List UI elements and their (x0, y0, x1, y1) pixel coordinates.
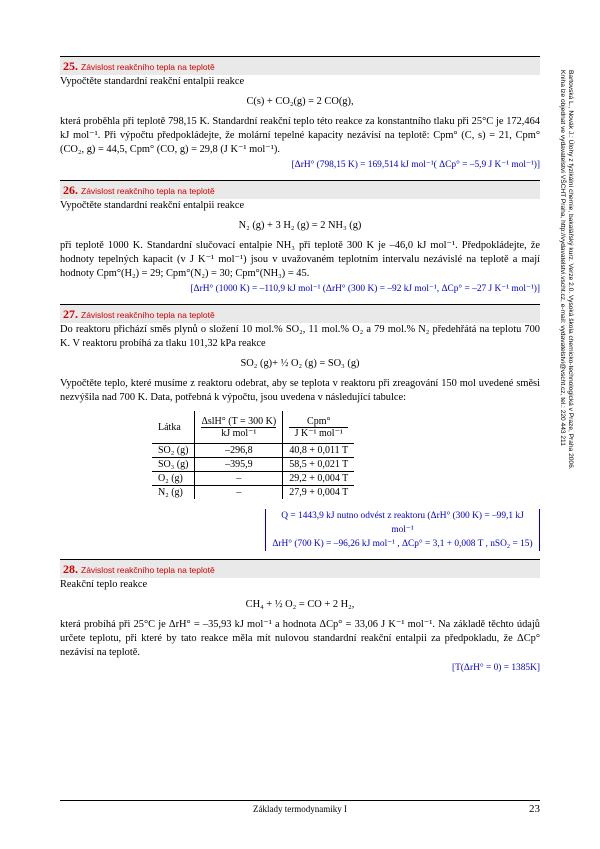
problem-header (60, 57, 540, 75)
problem-topic: Závislost reakčního tepla na teplotě (81, 186, 215, 196)
problem-number: 25. (63, 59, 78, 73)
problem-answer: [ΔrH° (1000 K) = –110,9 kJ mol⁻¹ (ΔrH° (300 K) = –92 kJ mol⁻¹, ΔCp° = –27 J K⁻¹ mol⁻¹)] (190, 284, 540, 294)
problem-number: 26. (63, 183, 78, 197)
page-number: 23 (529, 803, 540, 815)
table-row (152, 444, 354, 458)
side-credits-text (558, 70, 574, 590)
reaction-equation: N₂ (g) + 3 H₂ (g) = 2 NH₃ (g) (238, 220, 362, 231)
problem-intro: Reakční teplo reakce (60, 579, 148, 590)
table-cell: – (195, 486, 283, 500)
table-header-dh-unit: kJ mol⁻¹ (221, 427, 257, 439)
table-row (152, 472, 354, 486)
table-header-cp-unit: J K⁻¹ mol⁻¹ (294, 427, 343, 439)
reaction-equation: CH₄ + ½ O₂ = CO + 2 H₂, (245, 599, 355, 610)
table-header-latka: Látka (158, 421, 181, 433)
footer-title: Základy termodynamiky I (253, 804, 347, 814)
table-cell: SO₂ (g) (152, 444, 195, 458)
table-cell: 58,5 + 0,021 T (283, 458, 355, 472)
problem-text: Vypočtěte teplo, které musíme z reaktoru odebrat, aby se teplota v reaktoru při zreagování 150 mol uvedené směsi nezvýšila nad 700 K. Data, potřebná k výpočtu, jsou uvedena v následující tabulce: (60, 378, 540, 403)
problem-text: při teplotě 1000 K. Standardní slučovací entalpie NH₃ při teplotě 300 K je –46,0 kJ mol⁻¹. Předpokládejte, že hodnoty tepelných kapacit (v J K⁻¹ mol⁻¹) jsou v uvažovaném teplotním intervalu nezávislé na teplotě a mají hodnoty Cpm°(H₂) = 29; Cpm°(N₂) = 30; Cpm°(NH₃) = 45. (60, 240, 540, 279)
problem-27 (60, 304, 540, 551)
problem-intro: Vypočtěte standardní reakční entalpii reakce (60, 200, 245, 211)
problem-intro: Do reaktoru přichází směs plynů o složení 10 mol.% SO₂, 11 mol.% O₂ a 79 mol.% N₂ předehřátá na teplotu 700 K. V reaktoru probíhá za tlaku 101,32 kPa reakce (60, 324, 540, 349)
problem-26 (60, 180, 540, 296)
problem-topic: Závislost reakčního tepla na teplotě (81, 565, 215, 575)
table-cell: N₂ (g) (152, 486, 195, 500)
reaction-equation: C(s) + CO₂(g) = 2 CO(g), (246, 96, 354, 107)
table-cell: O₂ (g) (152, 472, 195, 486)
table-cell: 27,9 + 0,004 T (283, 486, 355, 500)
problem-28 (60, 559, 540, 675)
side-credits (559, 70, 576, 590)
problem-text: která proběhla při teplotě 798,15 K. Standardní reakční teplo této reakce za konstantního tlaku při 25°C je 172,464 kJ mol⁻¹. Při výpočtu předpokládejte, že molární tepelné kapacity nezávisí na teplotě: Cpm° (C, s) = 21, Cpm° (CO₂, g) = 44,5, Cpm° (CO, g) = 29,8 (J K⁻¹ mol⁻¹). (60, 116, 540, 155)
reaction-equation: SO₂ (g)+ ½ O₂ (g) = SO₃ (g) (240, 358, 360, 369)
problem-header (60, 560, 540, 578)
data-table (152, 411, 354, 499)
problem-answer (265, 509, 540, 551)
answer-line-2: ΔrH° (700 K) = –96,26 kJ mol⁻¹ , ΔCp° = 3,1 + 0,008 T , nSO₂ = 15) (272, 539, 533, 549)
table-row (152, 458, 354, 472)
table-header-dh-label: ΔslH° (T = 300 K) (201, 415, 277, 427)
problem-topic: Závislost reakčního tepla na teplotě (81, 310, 215, 320)
table-header-cp (283, 411, 355, 444)
table-header-row (152, 411, 354, 444)
problem-number: 27. (63, 307, 78, 321)
problem-answer: [ΔrH° (798,15 K) = 169,514 kJ mol⁻¹( ΔCp° = –5,9 J K⁻¹ mol⁻¹)] (291, 160, 540, 170)
table-cell: 40,8 + 0,011 T (283, 444, 355, 458)
problem-25 (60, 56, 540, 172)
table-cell: –296,8 (195, 444, 283, 458)
table-row (152, 486, 354, 500)
problem-topic: Závislost reakčního tepla na teplotě (81, 62, 215, 72)
table-header-dh (195, 411, 283, 444)
side-credits-line2: Kniha lze objednat ve vydavatelství VŠCHT Praha, http://vydavatelstvi.vscht.cz, e-mail: vydavatelstvi@vscht.cz, tel.: 220 443 211 (559, 70, 566, 446)
problem-intro: Vypočtěte standardní reakční entalpii reakce (60, 76, 245, 87)
table-header-cp-label: Cpm° (289, 416, 348, 428)
answer-line-1: Q = 1443,9 kJ nutno odvést z reaktoru (ΔrH° (300 K) = –99,1 kJ mol⁻¹ (281, 511, 524, 535)
problem-header (60, 305, 540, 323)
problem-header (60, 181, 540, 199)
table-cell: – (195, 472, 283, 486)
page-content (60, 56, 540, 683)
table-cell: SO₃ (g) (152, 458, 195, 472)
problem-answer: [T(ΔrH° = 0) = 1385K] (451, 663, 540, 673)
problem-number: 28. (63, 562, 78, 576)
table-cell: –395,9 (195, 458, 283, 472)
side-credits-line1: Bartovská L., Novák J.: Úlohy z fyzikální chemie, bakalářský kurz. Verze 2.0. Vysoká škola chemicko-technologická v Praze, Praha 2006. (567, 70, 574, 470)
problem-text: která probíhá při 25°C je ΔrH° = –35,93 kJ mol⁻¹ a hodnota ΔCp° = 33,06 J K⁻¹ mol⁻¹. Na základě těchto údajů určete teplotu, při které by tato reakce měla mít nulovou standardní reakční entalpii za předpokladu, že ΔCp° nezávisí na teplotě. (60, 619, 540, 658)
page-footer (60, 800, 540, 814)
table-cell: 29,2 + 0,004 T (283, 472, 355, 486)
